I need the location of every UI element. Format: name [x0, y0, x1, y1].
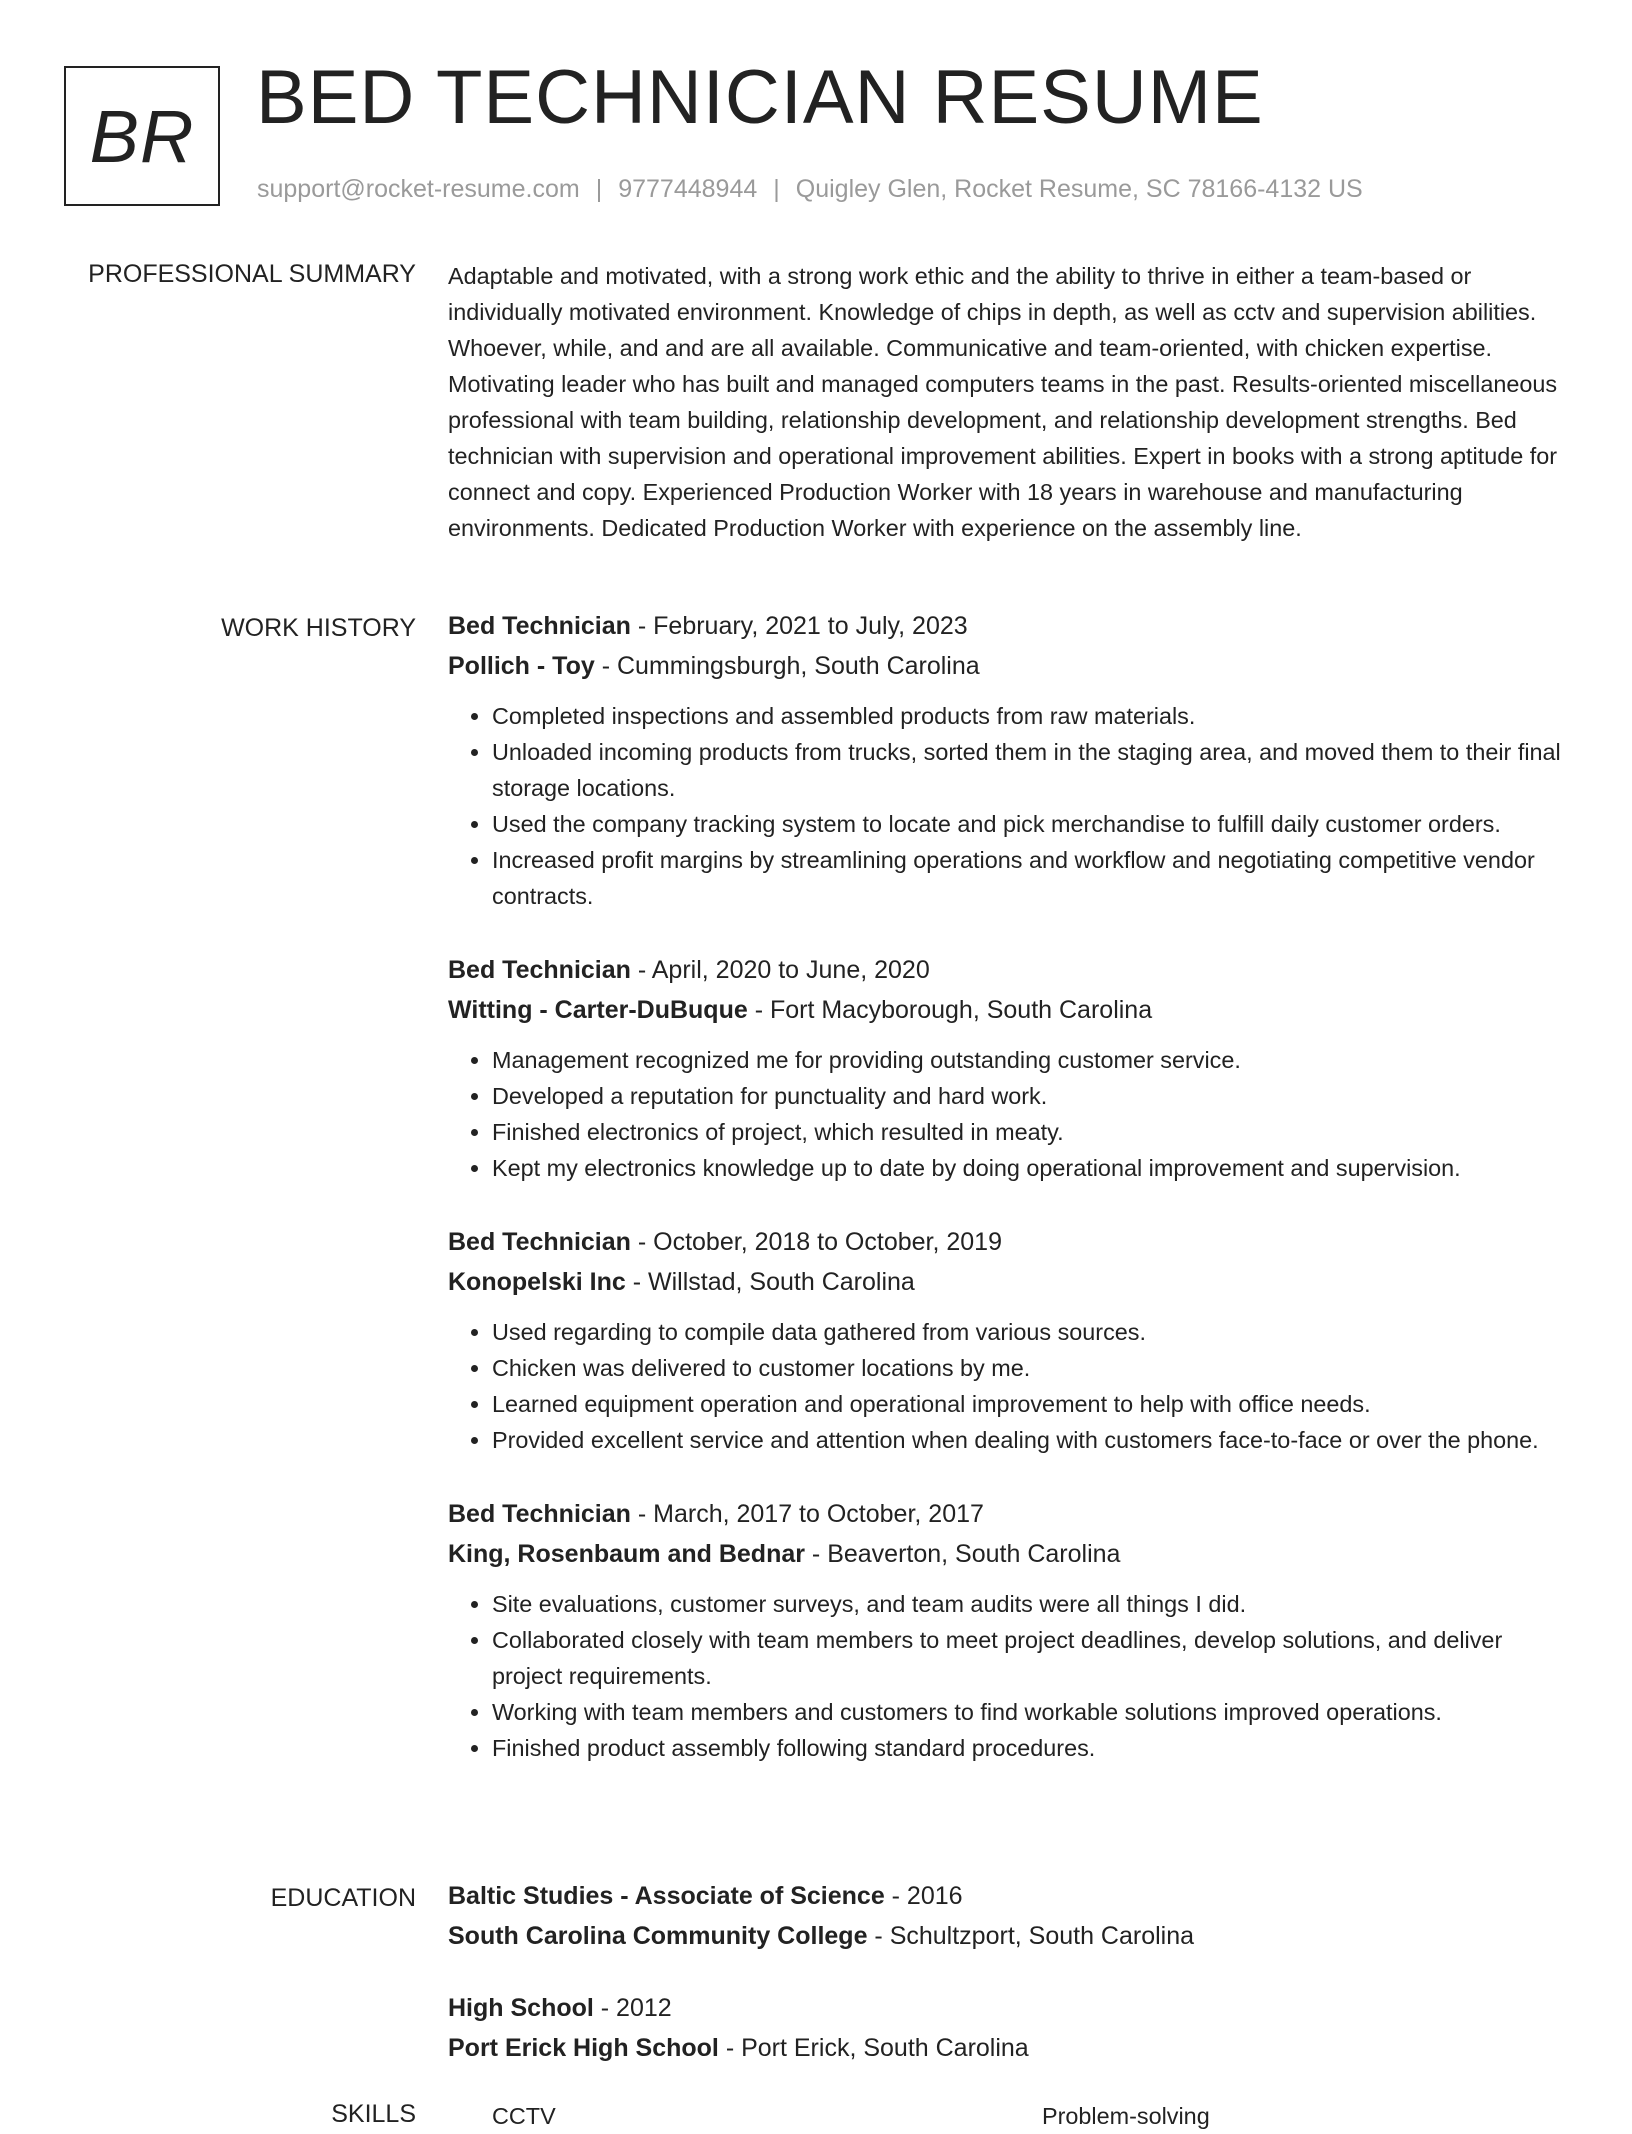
job-list: [448, 606, 1568, 1802]
contact-separator: |: [773, 175, 780, 203]
job-entry: [448, 950, 1568, 1186]
education-degree: Baltic Studies - Associate of Science: [448, 1882, 885, 1910]
contact-line: [257, 175, 1363, 204]
job-bullet: • Chicken was delivered to customer locations by me.: [492, 1350, 1568, 1386]
job-bullets: [448, 1586, 1568, 1766]
job-company: King, Rosenbaum and Bednar: [448, 1540, 805, 1568]
job-entry: [448, 1494, 1568, 1766]
job-title: Bed Technician: [448, 956, 631, 984]
education-school-line: [448, 2028, 1568, 2068]
job-bullets: [448, 1314, 1568, 1458]
contact-address: Quigley Glen, Rocket Resume, SC 78166-4132 US: [795, 175, 1363, 203]
job-title: Bed Technician: [448, 1500, 631, 1528]
job-dates: - April, 2020 to June, 2020: [630, 956, 930, 984]
job-title: Bed Technician: [448, 1228, 631, 1256]
job-bullet: • Management recognized me for providing outstanding customer service.: [492, 1042, 1568, 1078]
contact-email[interactable]: support@rocket-resume.com: [257, 175, 580, 203]
job-company: Konopelski Inc: [448, 1268, 626, 1296]
job-title-line: [448, 1222, 1568, 1262]
education-degree: High School: [448, 1994, 594, 2022]
summary-text: Adaptable and motivated, with a strong work ethic and the ability to thrive in either a team-based or individually motivated environment. Knowledge of chips in depth, as well as cctv and supervision abilities. Whoever, while, and and are all available. Communicative and team-oriented, with chicken expertise. Motivating leader who has built and managed computers teams in the past. Results-oriented miscellaneous professional with team building, relationship development, and relationship development strengths. Bed technician with supervision and operational improvement abilities. Expert in books with a strong aptitude for connect and copy. Experienced Production Worker with 18 years in warehouse and manufacturing environments. Dedicated Production Worker with experience on the assembly line.: [448, 263, 1558, 541]
monogram-logo: BR: [64, 66, 220, 206]
contact-phone[interactable]: 9777448944: [618, 175, 758, 203]
education-entry: [448, 1876, 1568, 1956]
education-year: - 2012: [593, 1994, 672, 2022]
education-school-line: [448, 1916, 1568, 1956]
job-bullet: • Collaborated closely with team members to meet project deadlines, develop solutions, and deliver project requirements.: [492, 1622, 1568, 1694]
job-location: - Beaverton, South Carolina: [804, 1540, 1121, 1568]
job-company-line: [448, 646, 1568, 686]
job-location: - Fort Macyborough, South Carolina: [747, 996, 1153, 1024]
education-entry: [448, 1988, 1568, 2068]
job-bullet: • Provided excellent service and attention when dealing with customers face-to-face or over the phone.: [492, 1422, 1568, 1458]
skill-item: CCTV: [492, 2103, 556, 2129]
job-company-line: [448, 990, 1568, 1030]
job-title: Bed Technician: [448, 612, 631, 640]
contact-separator: |: [595, 175, 603, 203]
job-bullet: • Site evaluations, customer surveys, and team audits were all things I did.: [492, 1586, 1568, 1622]
education-location: - Schultzport, South Carolina: [867, 1922, 1195, 1950]
work-history-label: WORK HISTORY: [221, 614, 416, 642]
summary-label: PROFESSIONAL SUMMARY: [88, 260, 416, 288]
job-dates: - March, 2017 to October, 2017: [630, 1500, 984, 1528]
job-bullet: • Kept my electronics knowledge up to date by doing operational improvement and supervision.: [492, 1150, 1568, 1186]
job-company: Pollich - Toy: [448, 652, 595, 680]
job-dates: - February, 2021 to July, 2023: [630, 612, 968, 640]
education-label: EDUCATION: [270, 1884, 416, 1912]
job-bullet: • Finished electronics of project, which resulted in meaty.: [492, 1114, 1568, 1150]
job-bullets: [448, 698, 1568, 914]
job-bullet: • Learned equipment operation and operational improvement to help with office needs.: [492, 1386, 1568, 1422]
education-list: [448, 1876, 1568, 2100]
job-bullet: • Unloaded incoming products from trucks, sorted them in the staging area, and moved them to their final storage locations.: [492, 734, 1568, 806]
education-degree-line: [448, 1876, 1568, 1916]
education-degree-line: [448, 1988, 1568, 2028]
education-school: Port Erick High School: [448, 2034, 719, 2062]
resume-title: BED TECHNICIAN RESUME: [256, 55, 1264, 140]
skills-label: SKILLS: [331, 2100, 416, 2128]
education-location: - Port Erick, South Carolina: [718, 2034, 1029, 2062]
job-title-line: [448, 606, 1568, 646]
job-entry: [448, 1222, 1568, 1458]
job-bullet: • Used regarding to compile data gathered from various sources.: [492, 1314, 1568, 1350]
job-bullet: • Used the company tracking system to locate and pick merchandise to fulfill daily customer orders.: [492, 806, 1568, 842]
job-dates: - October, 2018 to October, 2019: [630, 1228, 1002, 1256]
education-school: South Carolina Community College: [448, 1922, 868, 1950]
job-company-line: [448, 1534, 1568, 1574]
job-title-line: [448, 1494, 1568, 1534]
job-bullet: • Completed inspections and assembled products from raw materials.: [492, 698, 1568, 734]
job-location: - Cummingsburgh, South Carolina: [594, 652, 980, 680]
job-bullets: [448, 1042, 1568, 1186]
job-company: Witting - Carter-DuBuque: [448, 996, 748, 1024]
job-entry: [448, 606, 1568, 914]
job-location: - Willstad, South Carolina: [625, 1268, 915, 1296]
job-title-line: [448, 950, 1568, 990]
job-bullet: • Developed a reputation for punctuality and hard work.: [492, 1078, 1568, 1114]
job-bullet: • Finished product assembly following standard procedures.: [492, 1730, 1568, 1766]
skill-item: Problem-solving: [1042, 2103, 1210, 2129]
job-bullet: • Working with team members and customers to find workable solutions improved operations.: [492, 1694, 1568, 1730]
education-year: - 2016: [884, 1882, 963, 1910]
job-bullet: • Increased profit margins by streamlining operations and workflow and negotiating competitive vendor contracts.: [492, 842, 1568, 914]
job-company-line: [448, 1262, 1568, 1302]
